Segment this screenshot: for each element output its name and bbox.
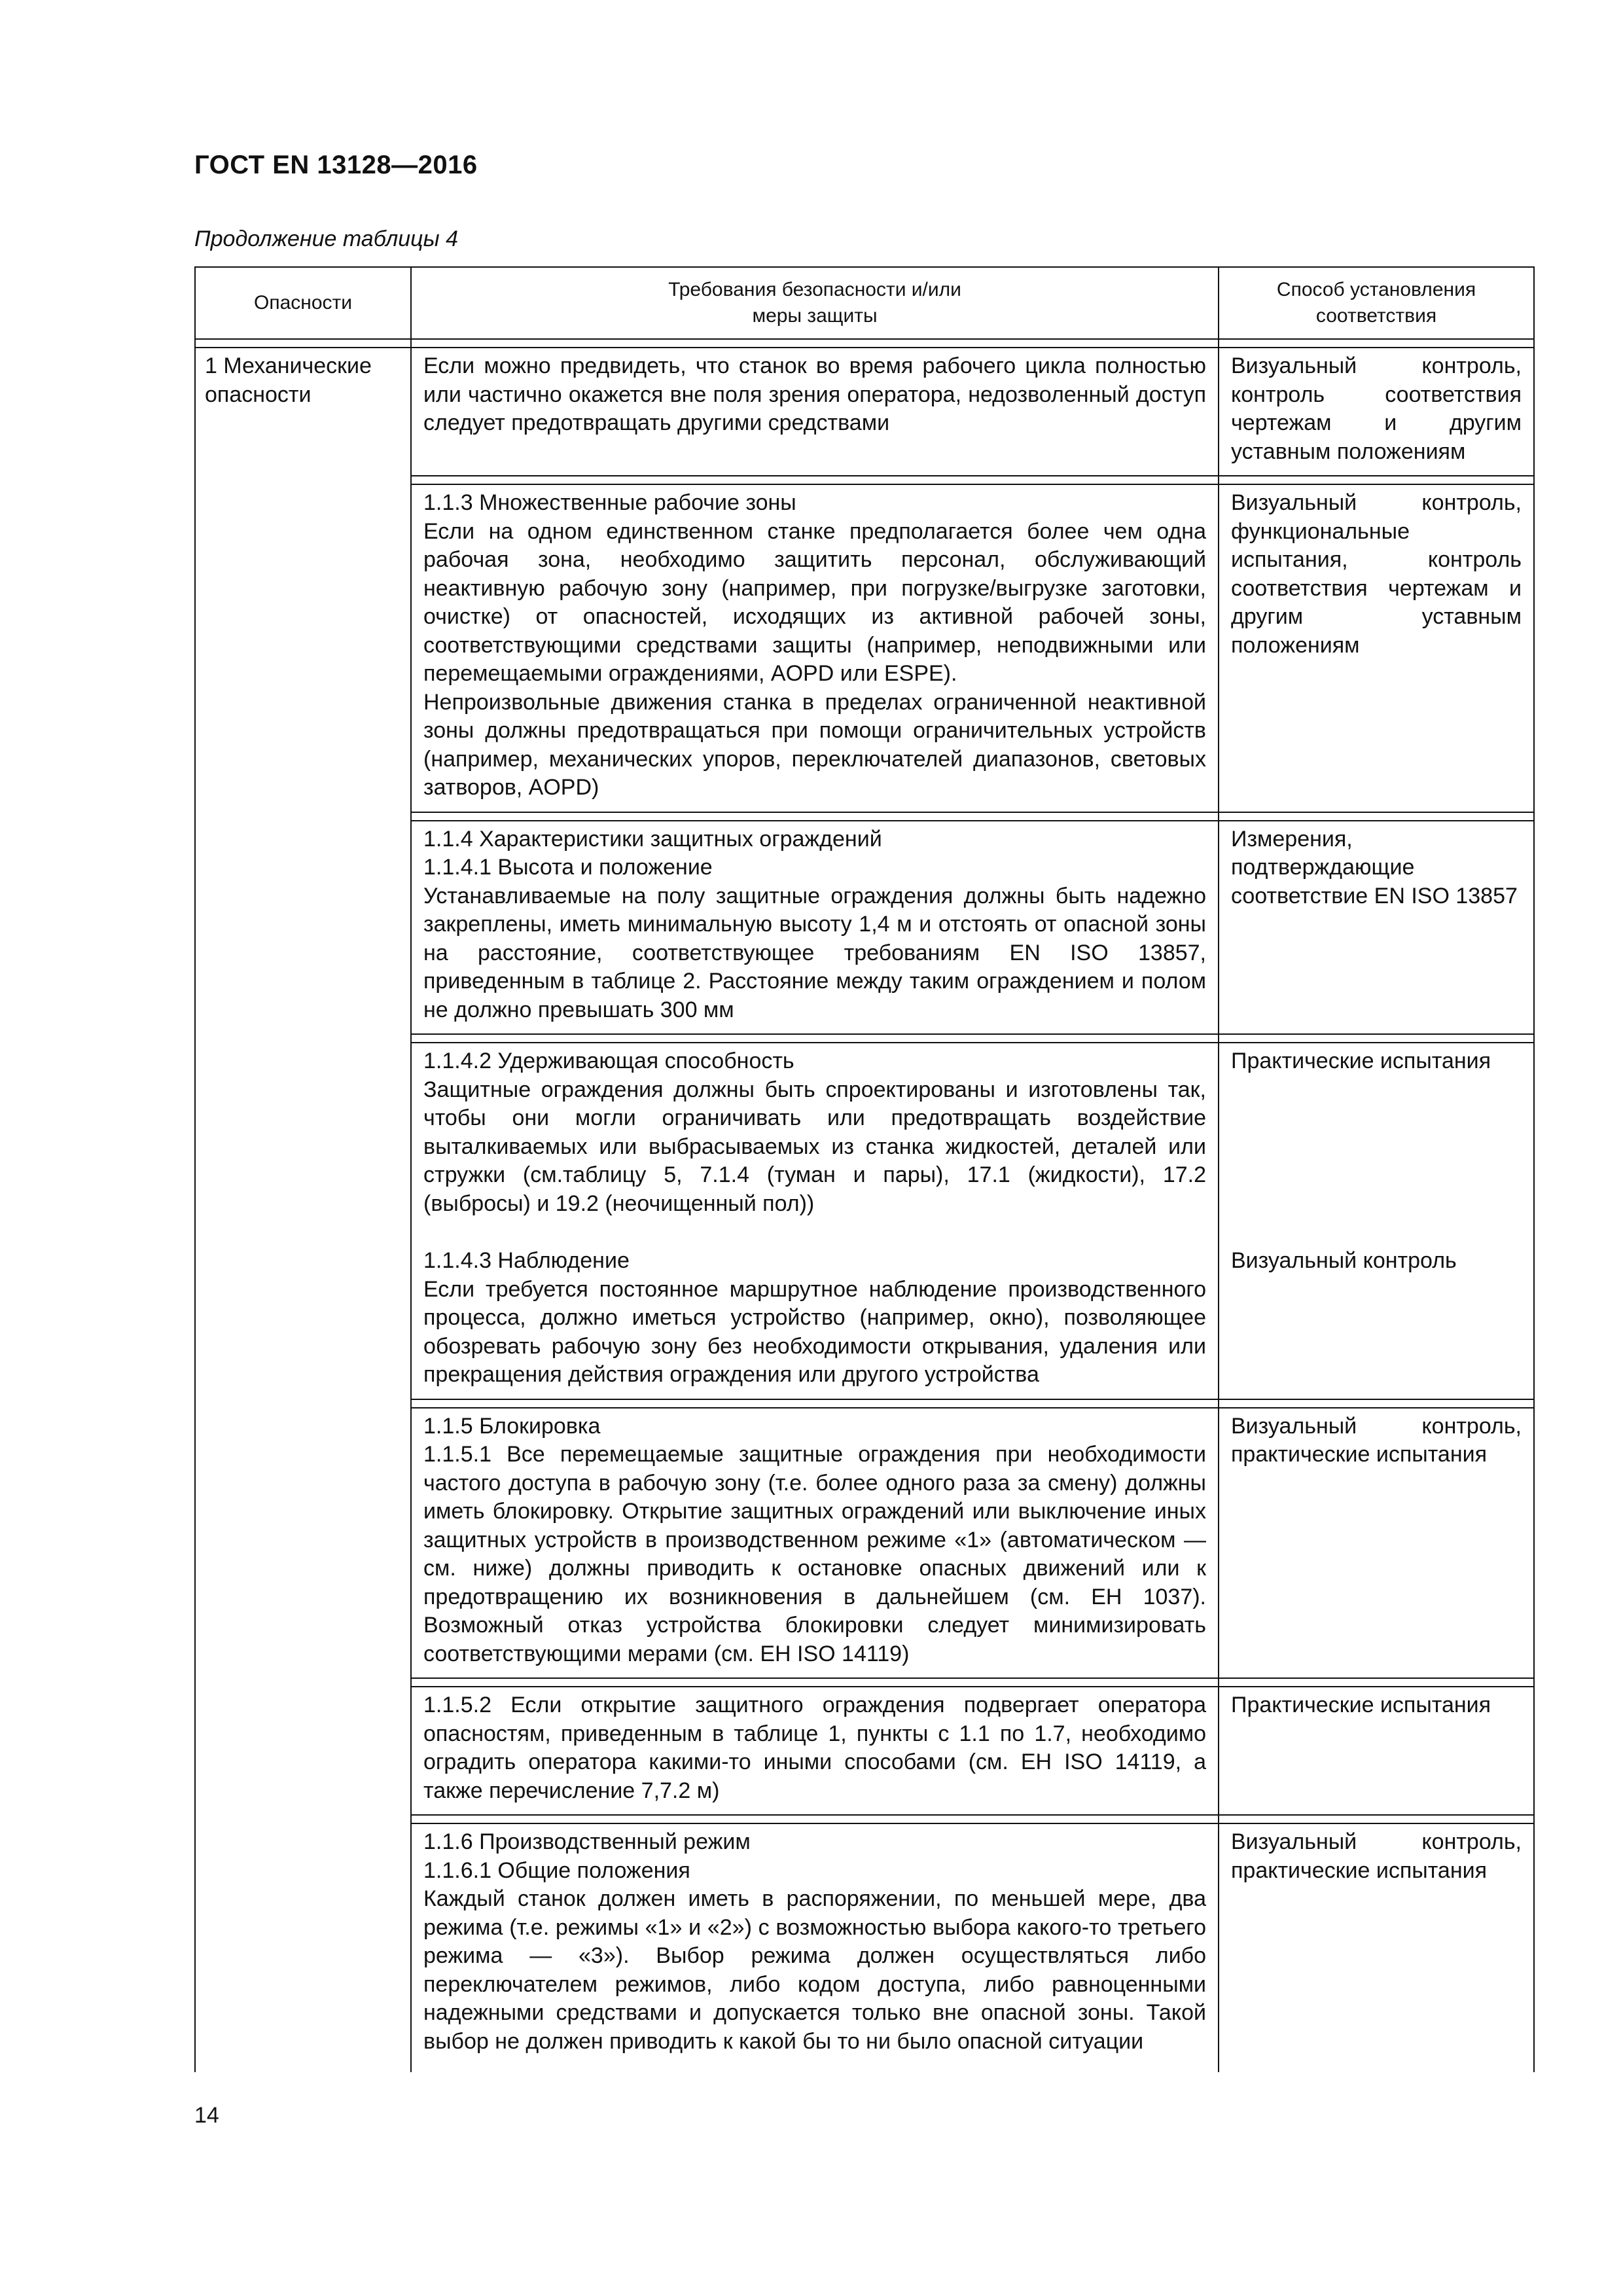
table-caption: Продолжение таблицы 4 <box>194 226 458 251</box>
requirement-cell <box>411 1243 1219 1399</box>
clause-title: 1.1.4.3 Наблюдение <box>423 1248 630 1273</box>
hazard-cell: 1 Механические опасности <box>195 348 411 2072</box>
verification-cell: Визуальный контроль, контроль соответствия чертежам и другим уставным положениям <box>1219 348 1534 476</box>
clause-text: Если требуется постоянное маршрутное наблюдение производственного процесса, должно иметься устройство (например, окно), позволяющее обозревать рабочую зону без необходимости открывания, удаления или прекращения действия ограждения или другого устройства <box>423 1276 1206 1387</box>
clause-text: 1.1.5.1 Все перемещаемые защитные ограждения при необходимости частого доступа в рабочую зону (т.е. более одного раза за смену) должны иметь блокировку. Открытие защитных ограждений или выключение иных защитных устройств в производственном режиме «1» (автоматическом — см. ниже) должны приводить к остановке опасных движений или к предотвращению их возникновения в дальнейшем (см. ЕН 1037). Возможный отказ устройства блокировки следует минимизировать соответствующими мерами (см. ЕН ISO 14119) <box>423 1442 1206 1666</box>
safety-requirements-table <box>194 266 1535 2072</box>
clause-text: Непроизвольные движения станка в пределах ограниченной неактивной зоны должны предотвращаться при помощи ограничительных устройств (например, механических упоров, переключателей диапазонов, световых затворов, AOPD) <box>423 689 1206 800</box>
clause-subtitle: 1.1.4.1 Высота и положение <box>423 855 713 880</box>
clause-title: 1.1.6 Производственный режим <box>423 1829 751 1854</box>
clause-text: Каждый станок должен иметь в распоряжении, по меньшей мере, два режима (т.е. режимы «1» и «2») с возможностью выбора какого-то третьего режима — «3»). Выбор режима должен осуществляться либо переключателем режимов, либо кодом доступа, либо равноценными надежными средствами и допускается только вне опасной зоны. Такой выбор не должен приводить к какой бы то ни было опасной ситуации <box>423 1886 1206 2054</box>
verification-cell: Визуальный контроль, практические испытания <box>1219 1823 1534 2065</box>
table-header-row <box>195 267 1534 339</box>
verification-cell: Визуальный контроль, практические испытания <box>1219 1408 1534 1679</box>
clause-text: Защитные ограждения должны быть спроектированы и изготовлены так, чтобы они могли ограничивать или предотвращать воздействие выталкиваемых или выбрасываемых из станка жидкостей, деталей или стружки (см.таблицу 5, 7.1.4 (туман и пары), 17.1 (жидкости), 17.2 (выбросы) и 19.2 (неочищенный пол)) <box>423 1077 1206 1216</box>
clause-text: Устанавливаемые на полу защитные ограждения должны быть надежно закреплены, иметь минимальную высоту 1,4 м и отстоять от опасной зоны на расстояние, соответствующее требованиям EN ISO 13857, приведенным в таблице 2. Расстояние между таким ограждением и полом не должно превышать 300 мм <box>423 883 1206 1022</box>
header-verification: Способ установления соответствия <box>1219 267 1534 339</box>
requirement-cell <box>411 484 1219 812</box>
verification-cell: Практические испытания <box>1219 1043 1534 1227</box>
header-hazards: Опасности <box>195 267 411 339</box>
clause-title: 1.1.5 Блокировка <box>423 1413 601 1439</box>
requirement-cell: Если можно предвидеть, что станок во время рабочего цикла полностью или частично окажется вне поля зрения оператора, недозволенный доступ следует предотвращать другими средствами <box>411 348 1219 476</box>
clause-title: 1.1.3 Множественные рабочие зоны <box>423 490 796 515</box>
clause-subtitle: 1.1.6.1 Общие положения <box>423 1857 690 1883</box>
verification-cell: Визуальный контроль, функциональные испытания, контроль соответствия чертежам и другим уставным положениям <box>1219 484 1534 812</box>
requirement-cell <box>411 821 1219 1035</box>
verification-cell: Практические испытания <box>1219 1687 1534 1815</box>
verification-cell: Измерения, подтверждающие соответствие EN ISO 13857 <box>1219 821 1534 1035</box>
clause-text: Если на одном единственном станке предполагается более чем одна рабочая зона, необходимо защитить персонал, обслуживающий неактивную рабочую зону (например, при погрузке/выгрузке заготовки, очистке) от опасностей, исходящих из активной рабочей зоны, соответствующими средствами защиты (например, неподвижными или перемещаемыми ограждениями, AOPD или ESPE). <box>423 518 1206 686</box>
requirement-cell <box>411 1043 1219 1227</box>
page-number: 14 <box>194 2103 219 2128</box>
requirement-cell <box>411 1408 1219 1679</box>
verification-cell: Визуальный контроль <box>1219 1243 1534 1399</box>
requirement-cell: 1.1.5.2 Если открытие защитного ограждения подвергает оператора опасностям, приведенным в таблице 1, пункты с 1.1 по 1.7, необходимо оградить оператора какими-то иными способами (см. ЕН ISO 14119, а также перечисление 7,7.2 м) <box>411 1687 1219 1815</box>
header-requirements: Требования безопасности и/или меры защиты <box>411 267 1219 339</box>
document-code: ГОСТ EN 13128—2016 <box>194 151 478 179</box>
clause-title: 1.1.4.2 Удерживающая способность <box>423 1049 794 1073</box>
clause-title: 1.1.4 Характеристики защитных ограждений <box>423 826 882 852</box>
table-row <box>195 348 1534 476</box>
requirement-cell <box>411 1823 1219 2065</box>
